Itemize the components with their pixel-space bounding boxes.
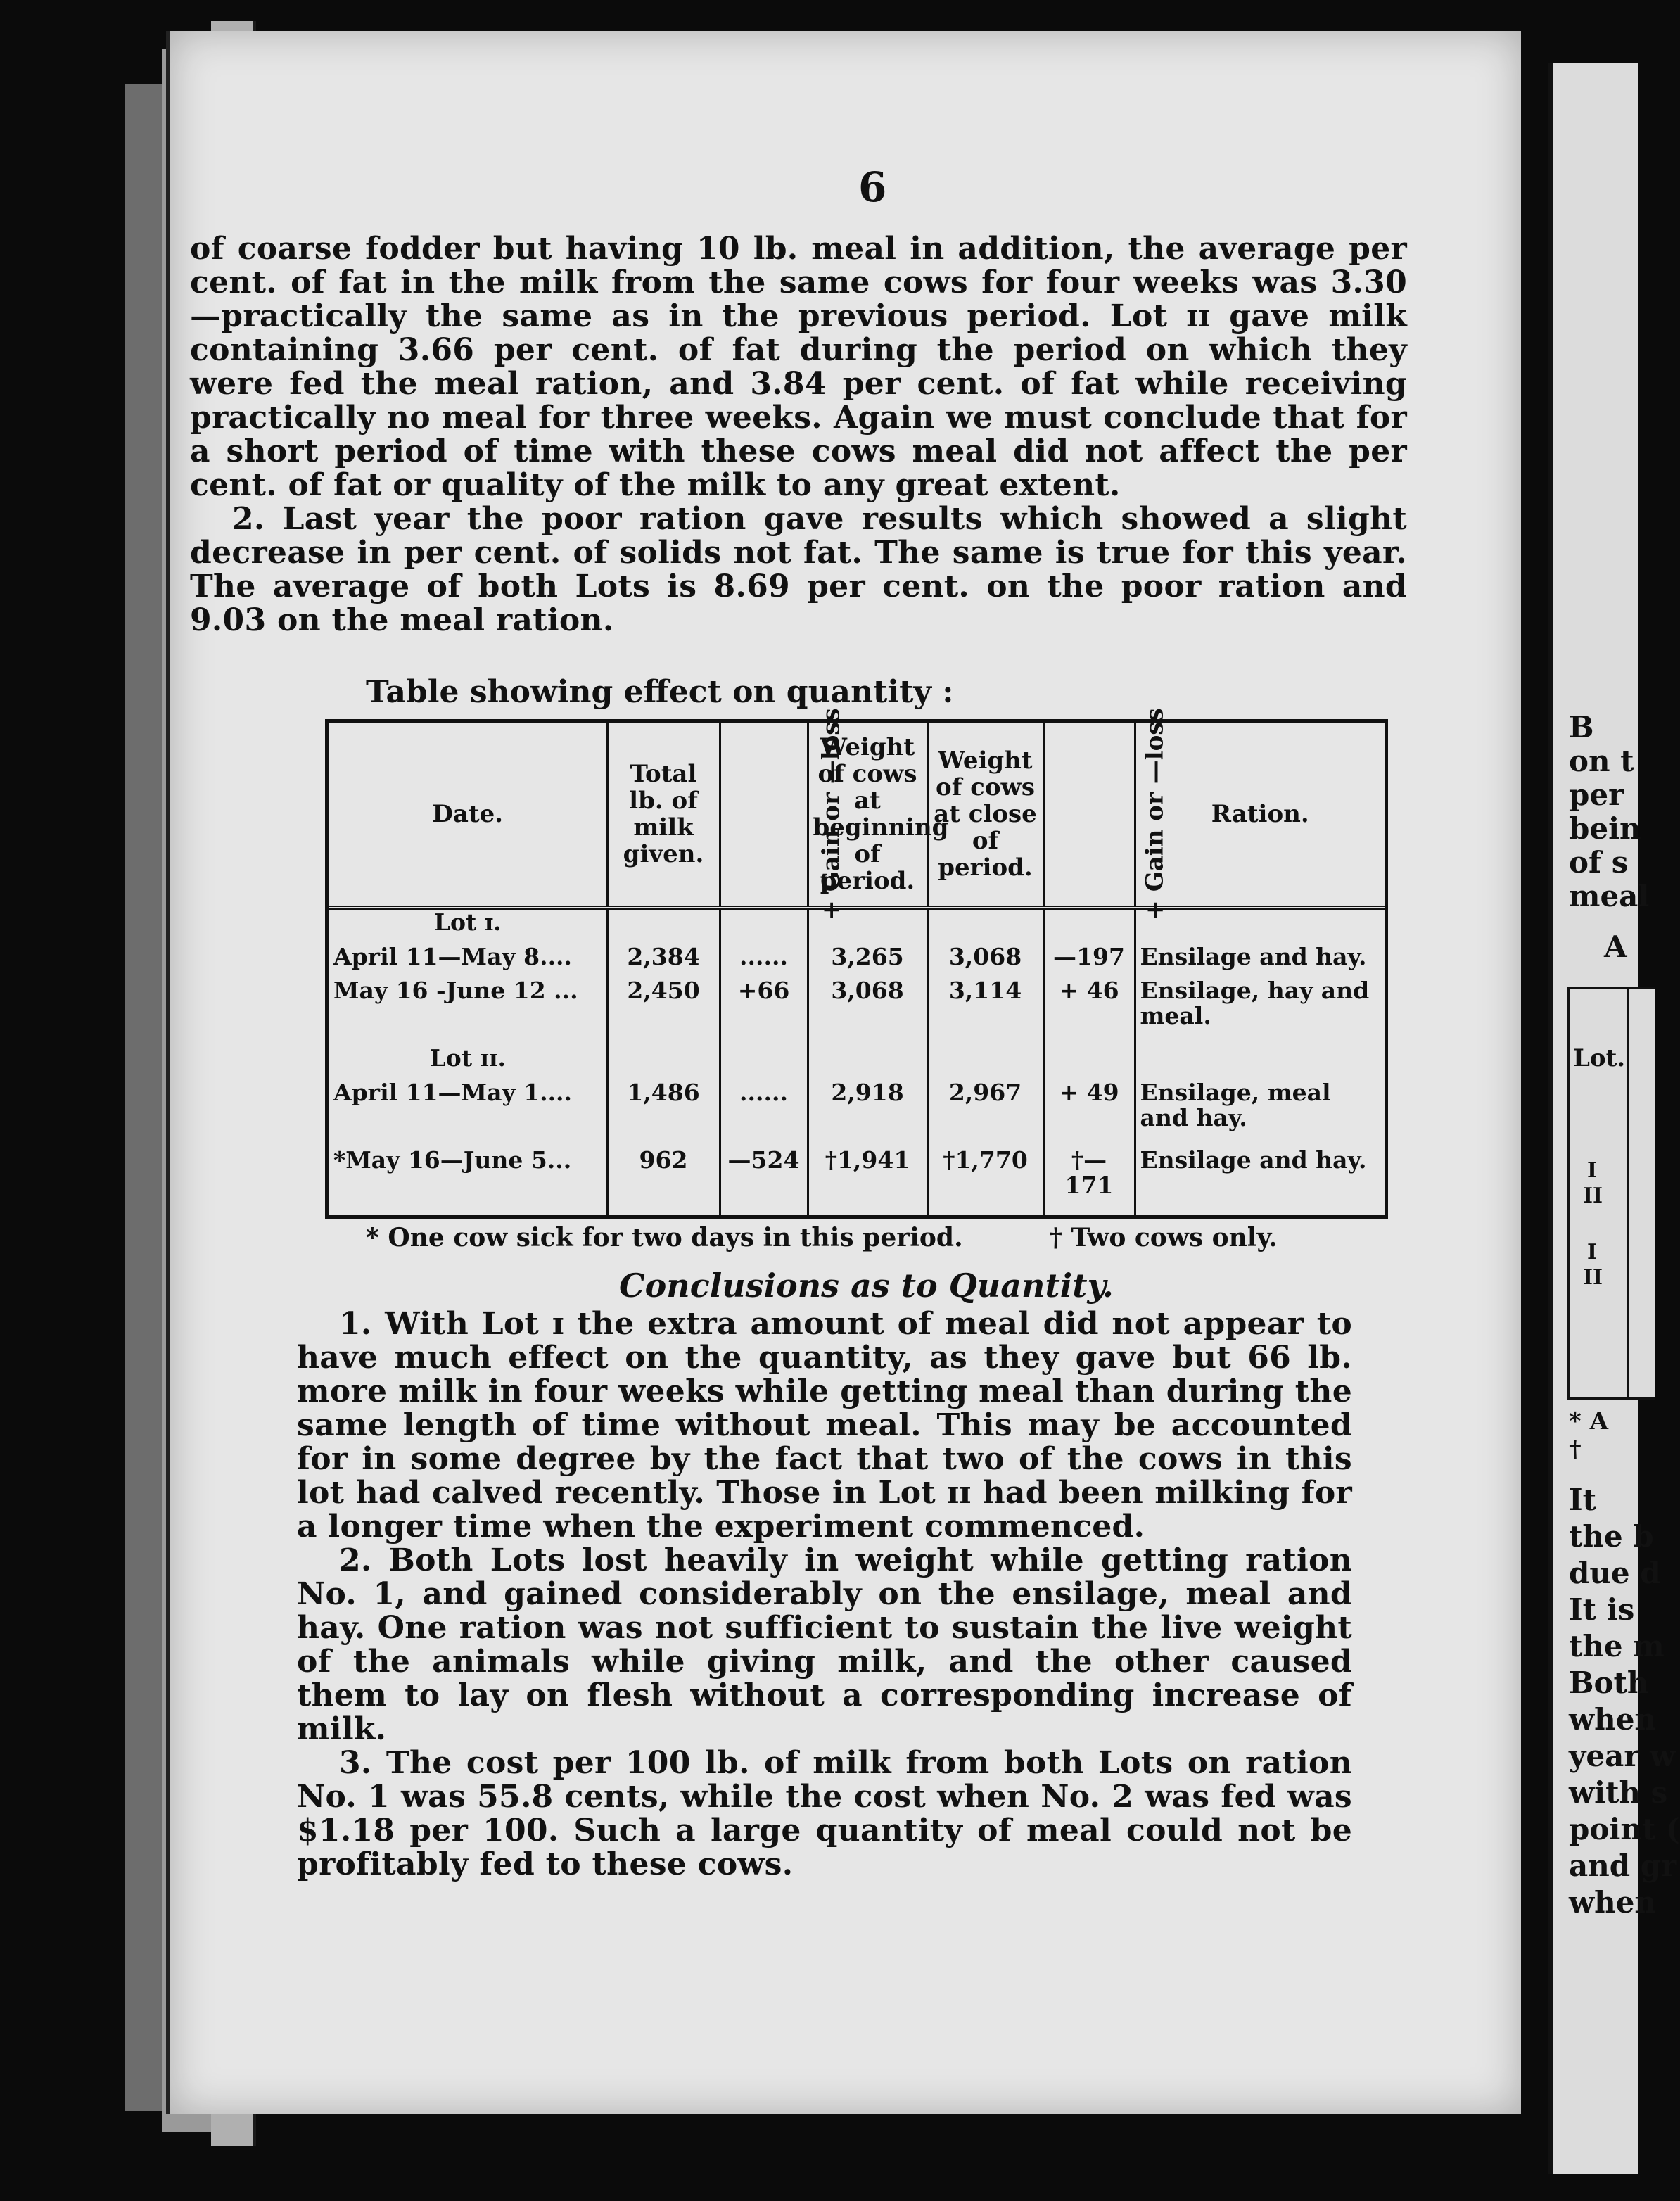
bottom-text-block xyxy=(297,1307,1352,1882)
facing-page-table-cell: I xyxy=(1587,1240,1598,1264)
cell-gain: ...... xyxy=(720,944,808,978)
header-weight-begin: Weight of cows at beginning of period. xyxy=(808,723,927,908)
paragraph: 3. The cost per 100 lb. of milk from both Lots on ration No. 1 was 55.8 cents, while the cost when No. 2 was fed was $1.18 per 100. Such a large quantity of meal could not be profitably fed to these cows. xyxy=(297,1745,1352,1882)
table-row xyxy=(329,908,1385,944)
cell-weight-begin: 2,918 xyxy=(808,1080,927,1148)
cell-date: *May 16—June 5... xyxy=(333,1146,572,1174)
cell-ration: Ensilage and hay. xyxy=(1135,1148,1385,1215)
footnote-star: * One cow sick for two days in this period. xyxy=(366,1223,963,1252)
paragraph: of coarse fodder but having 10 lb. meal in addition, the average per cent. of fat in the milk from the same cows for four weeks was 3.30 —practically the same as in the previous period. Lot ɪɪ gave milk containing 3.66 per cent. of fat during the period on which they were fed the meal ration, and 3.84 per cent. of fat while receiving practically no meal for three weeks. Again we must conclude that for a short period of time with these cows meal did not affect the per cent. of fat or quality of the milk to any great extent. xyxy=(190,231,1407,503)
facing-page-line: A xyxy=(1604,930,1627,964)
cell-weight-gain: †—171 xyxy=(1043,1148,1135,1215)
facing-page-line: when xyxy=(1569,1702,1656,1737)
paragraph: 2. Both Lots lost heavily in weight while getting ration No. 1, and gained considerably on the ensilage, meal and hay. One ration was not sufficient to sustain the live weight of the animals while giving milk, and the other caused them to lay on flesh without a corresponding increase of milk. xyxy=(297,1542,1352,1747)
cell-total: 2,384 xyxy=(607,944,720,978)
header-gain-loss xyxy=(720,708,846,920)
cell-total: 1,486 xyxy=(607,1080,720,1148)
cell-ration: Ensilage, meal and hay. xyxy=(1135,1080,1385,1148)
facing-page-line: the m xyxy=(1569,1629,1665,1663)
facing-page-line: per xyxy=(1569,778,1624,812)
facing-page-table-header: Lot. xyxy=(1573,1044,1626,1072)
facing-page-line: It xyxy=(1569,1483,1597,1517)
cell-weight-close: 2,967 xyxy=(927,1080,1043,1148)
cell-date: May 16 -June 12 ... xyxy=(333,977,578,1005)
facing-page-table-cell: I xyxy=(1587,1158,1598,1183)
facing-page-line: with s xyxy=(1569,1775,1668,1810)
table-footnotes xyxy=(366,1223,1351,1252)
cell-ration: Ensilage and hay. xyxy=(1135,944,1385,978)
cell-weight-gain: + 49 xyxy=(1043,1080,1135,1148)
lot-label: Lot ɪ. xyxy=(433,908,502,936)
table-caption: Table showing effect on quantity : xyxy=(366,674,954,710)
page-number: 6 xyxy=(858,163,887,211)
cell-ration: Ensilage, hay and meal. xyxy=(1135,978,1385,1046)
footnote-dagger: † Two cows only. xyxy=(1049,1223,1278,1252)
facing-page-line: year w xyxy=(1569,1739,1676,1773)
cell-date: April 11—May 8.... xyxy=(333,943,573,971)
facing-page-footnote: * A xyxy=(1569,1407,1608,1435)
header-total-milk: Total lb. of milk given. xyxy=(607,723,720,908)
facing-page-line: of s xyxy=(1569,845,1629,880)
facing-page-line: B xyxy=(1569,710,1594,744)
cell-weight-gain: + 46 xyxy=(1043,978,1135,1046)
lot-label: Lot ɪɪ. xyxy=(429,1044,506,1072)
header-weight-close: Weight of cows at close of period. xyxy=(927,723,1043,908)
facing-page-table-cell: II xyxy=(1583,1265,1603,1290)
cell-weight-close: 3,114 xyxy=(927,978,1043,1046)
cell-gain: —524 xyxy=(720,1148,808,1215)
facing-page-line: bein xyxy=(1569,811,1641,846)
facing-page-table-cell: II xyxy=(1583,1184,1603,1208)
cell-gain: +66 xyxy=(720,978,808,1046)
facing-page-line: point ( xyxy=(1569,1812,1680,1846)
facing-page-line: on t xyxy=(1569,744,1634,778)
table-row xyxy=(329,978,1385,1046)
facing-page-footnote: † xyxy=(1569,1435,1582,1464)
facing-page-line: meal xyxy=(1569,879,1650,913)
facing-page-line: due d xyxy=(1569,1556,1661,1590)
header-weight-gain-loss xyxy=(1043,708,1169,920)
cell-weight-close: 3,068 xyxy=(927,944,1043,978)
paragraph: 1. With Lot ɪ the extra amount of meal did not appear to have much effect on the quantity, as they gave but 66 lb. more milk in four weeks while getting meal than during the same length of time without meal. This may be accounted for in some degree by the fact that two of the cows in this lot had calved recently. Those in Lot ɪɪ had been milking for a longer time when the experiment commenced. xyxy=(297,1306,1352,1544)
facing-page-line: and gr xyxy=(1569,1848,1677,1883)
cell-weight-begin: 3,265 xyxy=(808,944,927,978)
facing-page-line: Both xyxy=(1569,1666,1649,1700)
cell-gain: ...... xyxy=(720,1080,808,1148)
facing-page-line: It is xyxy=(1569,1592,1635,1627)
top-text-block xyxy=(190,232,1407,638)
cell-date: April 11—May 1.... xyxy=(333,1078,573,1106)
cell-total: 2,450 xyxy=(607,978,720,1046)
facing-page-line: when xyxy=(1569,1885,1656,1920)
cell-total: 962 xyxy=(607,1148,720,1215)
table-row xyxy=(329,944,1385,978)
section-title: Conclusions as to Quantity. xyxy=(619,1267,1114,1305)
table-row xyxy=(329,1080,1385,1148)
cell-weight-close: †1,770 xyxy=(927,1148,1043,1215)
header-weight-gain-loss-label: + Gain or —loss xyxy=(1140,708,1169,920)
paragraph: 2. Last year the poor ration gave results which showed a slight decrease in per cent. of solids not fat. The same is true for this year. The average of both Lots is 8.69 per cent. on the poor ration and 9.03 on the meal ration. xyxy=(190,501,1407,638)
cell-weight-begin: 3,068 xyxy=(808,978,927,1046)
facing-page-line: the b xyxy=(1569,1519,1654,1554)
header-ration: Ration. xyxy=(1135,723,1385,908)
table-row xyxy=(329,1046,1385,1079)
cell-weight-gain: —197 xyxy=(1043,944,1135,978)
cell-weight-begin: †1,941 xyxy=(808,1148,927,1215)
quantity-table xyxy=(325,708,1388,1219)
header-gain-loss-label: + Gain or —loss xyxy=(817,708,846,920)
header-date: Date. xyxy=(329,723,607,908)
table-row xyxy=(329,1148,1385,1215)
